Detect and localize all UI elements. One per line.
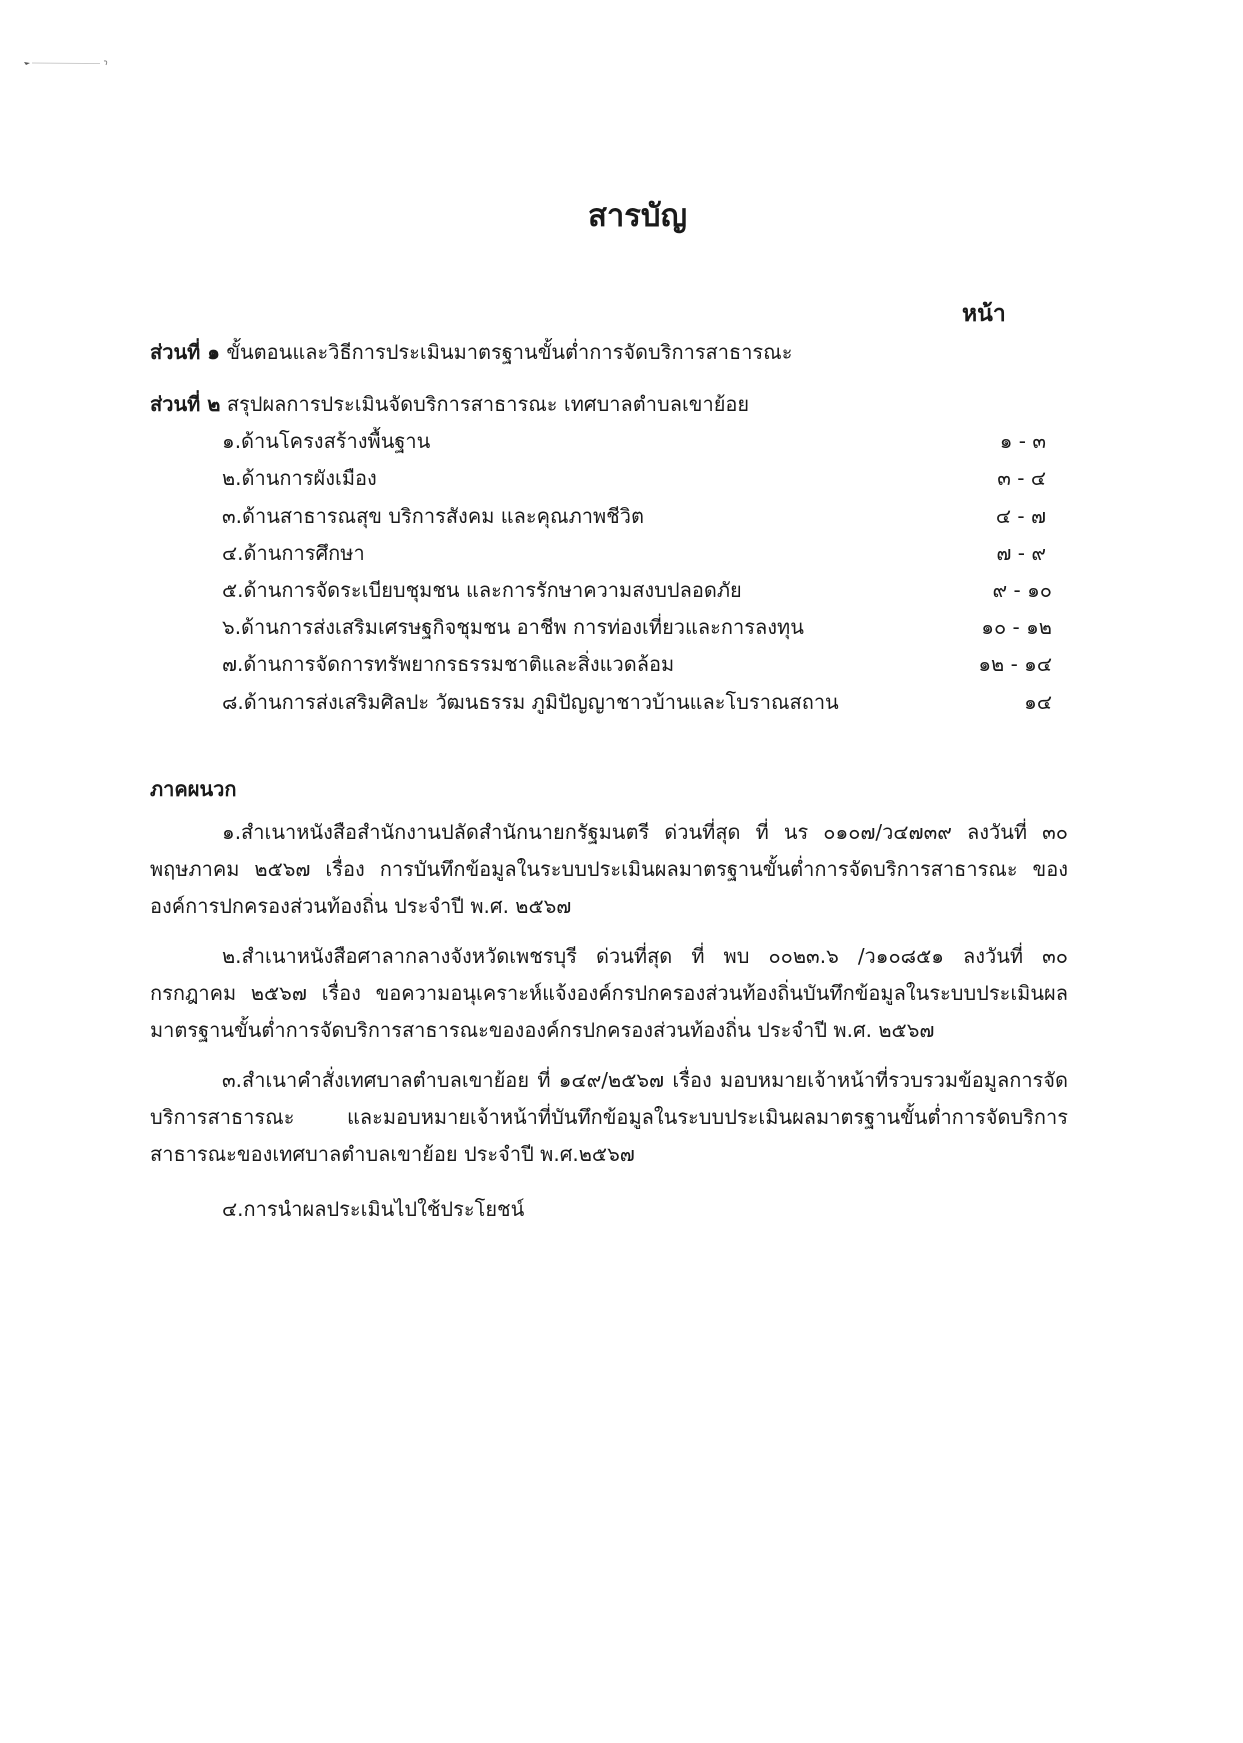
appendix-heading: ภาคผนวก (150, 777, 237, 801)
toc-item-label: ๘.ด้านการส่งเสริมศิลปะ วัฒนธรรม ภูมิปัญญาชาวบ้านและโบราณสถาน (222, 690, 839, 714)
part-1-text: ขั้นตอนและวิธีการประเมินมาตรฐานขั้นต่ำการจัดบริการสาธารณะ (226, 340, 793, 364)
page-column-header: หน้า (962, 301, 1006, 327)
toc-item-pages: ๓ - ๔ (997, 466, 1046, 490)
toc-item (222, 462, 1052, 492)
toc-item-label: ๔.ด้านการศึกษา (222, 541, 365, 565)
toc-part-2 (150, 388, 749, 420)
appendix-paragraph: ๒.สำเนาหนังสือศาลากลางจังหวัดเพชรบุรี ด่วนที่สุด ที่ พบ ๐๐๒๓.๖ /ว๑๐๘๕๑ ลงวันที่ ๓๐ กรกฎาคม ๒๕๖๗ เรื่อง ขอความอนุเคราะห์แจ้งองค์กรปกครองส่วนท้องถิ่นบันทึกข้อมูลในระบบประเมินผลมาตรฐานขั้นต่ำการจัดบริการสาธารณะขององค์กรปกครองส่วนท้องถิ่น ประจำปี พ.ศ. ๒๕๖๗ (150, 944, 1068, 1042)
toc-item-label: ๒.ด้านการผังเมือง (222, 466, 377, 490)
toc-item-label: ๓.ด้านสาธารณสุข บริการสังคม และคุณภาพชีวิต (222, 504, 644, 528)
appendix-paragraph: ๑.สำเนาหนังสือสำนักงานปลัดสำนักนายกรัฐมนตรี ด่วนที่สุด ที่ นร ๐๑๐๗/ว๔๗๓๙ ลงวันที่ ๓๐ พฤษภาคม ๒๕๖๗ เรื่อง การบันทึกข้อมูลในระบบประเมินผลมาตรฐานขั้นต่ำการจัดบริการสาธารณะ ขององค์การปกครองส่วนท้องถิ่น ประจำปี พ.ศ. ๒๕๖๗ (150, 820, 1068, 918)
appendix-paragraph: ๔.การนำผลประเมินไปใช้ประโยชน์ (222, 1197, 525, 1221)
toc-item-pages: ๑๒ - ๑๔ (978, 652, 1052, 676)
toc-item-pages: ๑๔ (1024, 690, 1052, 714)
page-title: สารบัญ (587, 198, 688, 234)
toc-item (222, 574, 1052, 604)
toc-item (222, 425, 1052, 455)
toc-item (222, 611, 1052, 641)
toc-item (222, 648, 1052, 678)
toc-item-pages: ๑๐ - ๑๒ (981, 615, 1052, 639)
toc-item (222, 686, 1052, 716)
toc-item-label: ๖.ด้านการส่งเสริมเศรษฐกิจชุมชน อาชีพ การท่องเที่ยวและการลงทุน (222, 615, 804, 639)
toc-item-pages: ๑ - ๓ (999, 429, 1046, 453)
part-2-text: สรุปผลการประเมินจัดบริการสาธารณะ เทศบาลตำบลเขาย้อย (226, 392, 750, 416)
toc-item-label: ๕.ด้านการจัดระเบียบชุมชน และการรักษาความสงบปลอดภัย (222, 578, 742, 602)
scan-mark-icon (22, 58, 112, 68)
part-2-label: ส่วนที่ ๒ (150, 392, 221, 416)
toc-part-1 (150, 336, 792, 368)
toc-item (222, 537, 1052, 567)
toc-item-label: ๗.ด้านการจัดการทรัพยากรธรรมชาติและสิ่งแวดล้อม (222, 652, 675, 676)
toc-item-pages: ๙ - ๑๐ (992, 578, 1052, 602)
part-1-label: ส่วนที่ ๑ (150, 340, 220, 364)
toc-item-pages: ๗ - ๙ (996, 541, 1046, 565)
appendix-paragraph: ๓.สำเนาคำสั่งเทศบาลตำบลเขาย้อย ที่ ๑๔๙/๒๕๖๗ เรื่อง มอบหมายเจ้าหน้าที่รวบรวมข้อมูลการจัดบริการสาธารณะ และมอบหมายเจ้าหน้าที่บันทึกข้อมูลในระบบประเมินผลมาตรฐานขั้นต่ำการจัดบริการสาธารณะของเทศบาลตำบลเขาย้อย ประจำปี พ.ศ.๒๕๖๗ (150, 1068, 1068, 1166)
toc-item-label: ๑.ด้านโครงสร้างพื้นฐาน (222, 429, 431, 453)
toc-item (222, 500, 1052, 530)
toc-item-pages: ๔ - ๗ (995, 504, 1046, 528)
